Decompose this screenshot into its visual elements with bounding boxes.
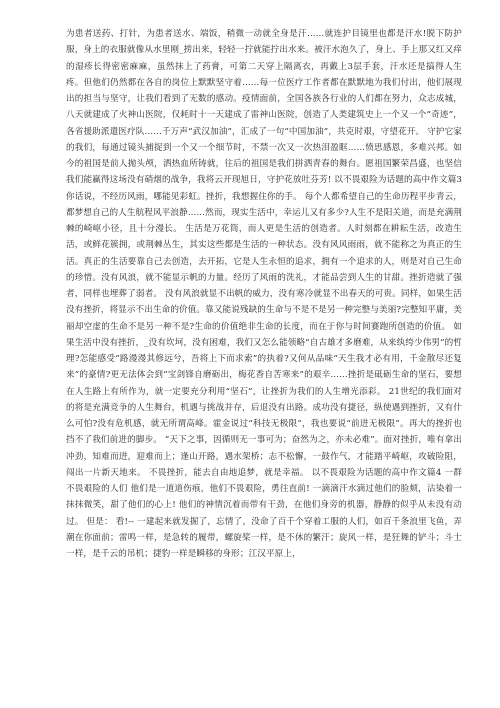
essay-paragraph: 为患者送药、打针，为患者送水、端饭，稍微一动就全身是汗……就连护目镜里也都是汗水!脱下防护服，身上的衣服就像从水里刚_捞出来，轻轻一拧就能拧出水来。被汗水泡久了，身上、手上那又红又痒的湿疹长得密密麻麻，虽然抹上了药膏，可第二天穿上隔离衣，再戴上3层手套，汗水还是搞得人生疼。但他们仍然都在各自的岗位上默默坚守着……每一位医疗工作者都在默默地为我们付出，他们展现出的担当与坚守，让我们看到了无数的感动。疫情面前，全国各族各行业的人们都在努力，众志成城，八天就建成了火神山医院，仅耗时十一天建成了雷神山医院，创造了人类建筑史上一个又一个“奇迹”，各省援助派遣医疗队……千万声“武汉加油”，汇成了一句“中国加油”，共克时艰，守望花开。 守护它家的我们，每通过镜头捕捉到一个又一个细节时，不禁一次又一次热泪盈眶……愤思感恩，多难兴邦。如今的祖国是前人抛头颅，洒热血所铸就，往后的祖国是我们拼洒青春的舞台。愿祖国繁荣昌盛，也坚信我们能赢得这场没有硝烟的战争，我将云开现旭日，守护花放吐芬芳! 以不畏艰险为话题的高中作文篇3 你话说，不经历风雨，哪能见彩虹。挫折，我想握住你的手。 每个人都希望自己的生命历程平步青云，都梦想自己的人生航程风平浪静……然而，现实生活中，幸运儿又有多少?人生不是阳关道，而是充满荆棘的崎岖小径，且十分漫长。 生活是万花筒，而人更是生活的创造者。人时刻都在耕耘生活，改造生活，或鲜花簇拥，或荆棘丛生，其实这些都是生活的一种状态。没有风风雨雨，就不能称之为真正的生活。真正的生活要靠自己去创造，去开拓，它是人生永恒的追求，拥有一个追求的人，则是对自己生命的珍惜。没有风浪，就不能显示帆的力量。经历了风雨的洗礼，才能品尝到人生的甘甜。挫折造就了强者，同样也埋葬了弱者。 没有风浪就显不出帆的威力，没有寒冷就显不出春天的可贵。同样，如果生活没有挫折，将显示不出生命的价值。靠又能说残缺的生命与不是不是另一种完整与美丽?完整知平庸，美丽却空虚的生命不是另一种不是?生命的价值绝非生命的长度，而在于你与时间赛跑所创造的价值。 如果生活中没有挫折，_没有坎坷，没有困难，我们又怎么能领略“自古雄才多磨难，从来纨绔少伟男”的哲理?怎能感受“路漫漫其修远兮，吾将上下而求索”的执着?又何从品味“天生我才必有用，千金散尽还复来”的豪情?更无法体会到“宝剑锋自磨砺出，梅花香自苦寒来”的艰辛……挫折是砥砺生命的坚石，要想在人生路上有所作为，就一定要充分利用“坚石”，让挫折为我们的人生增光添彩。 21世纪的我们面对的将是充满竞争的人生舞台，机遇与挑战并存，后退没有出路。成功没有捷径，纵使遇到挫折，又有什么可怕?没有危机感，就无所谓高峰。霍金说过“科技无极限”，我也要说“前进无极限”。再大的挫折也挡不了我们前进的脚步。 “天下之事，因循则无一事可为；奋然为之，亦未必难”。面对挫折，唯有拿出冲劲，知难而进，迎难而上；逢山开路，遇水架桥；志不松懈，一鼓作气，才能踏平崎岖，攻破险阻，闯出一片新天地来。 不畏挫折，能去自由地追梦，就是幸福。 以不畏艰险为话题的高中作文篇4 一群不畏艰险的人们 他们是一道道伤痕，他们不畏艰险，勇往直前! 一滴滴汗水滴过他们的脸颊，沾染着一抹抹微笑，甜了他们的心上! 他们的神情沉着而带有干劲，在他们身旁的机器，静静的似乎从未没有动过。 但是： 看!-- 一建起来就发掘了，忘情了，没命了百千个穿着工服的人们，如百千条浪里飞鱼，弄潮在你面前；雷鸣一样，是急转的履带，螺旋桨一样，是不休的繁汗；旋风一样，是狂舞的铲斗；斗士一样，是千云的吊机；捷豹一样是瞬移的身形；江汉平原上， xyxy=(66,29,462,559)
essay-body xyxy=(66,26,462,562)
